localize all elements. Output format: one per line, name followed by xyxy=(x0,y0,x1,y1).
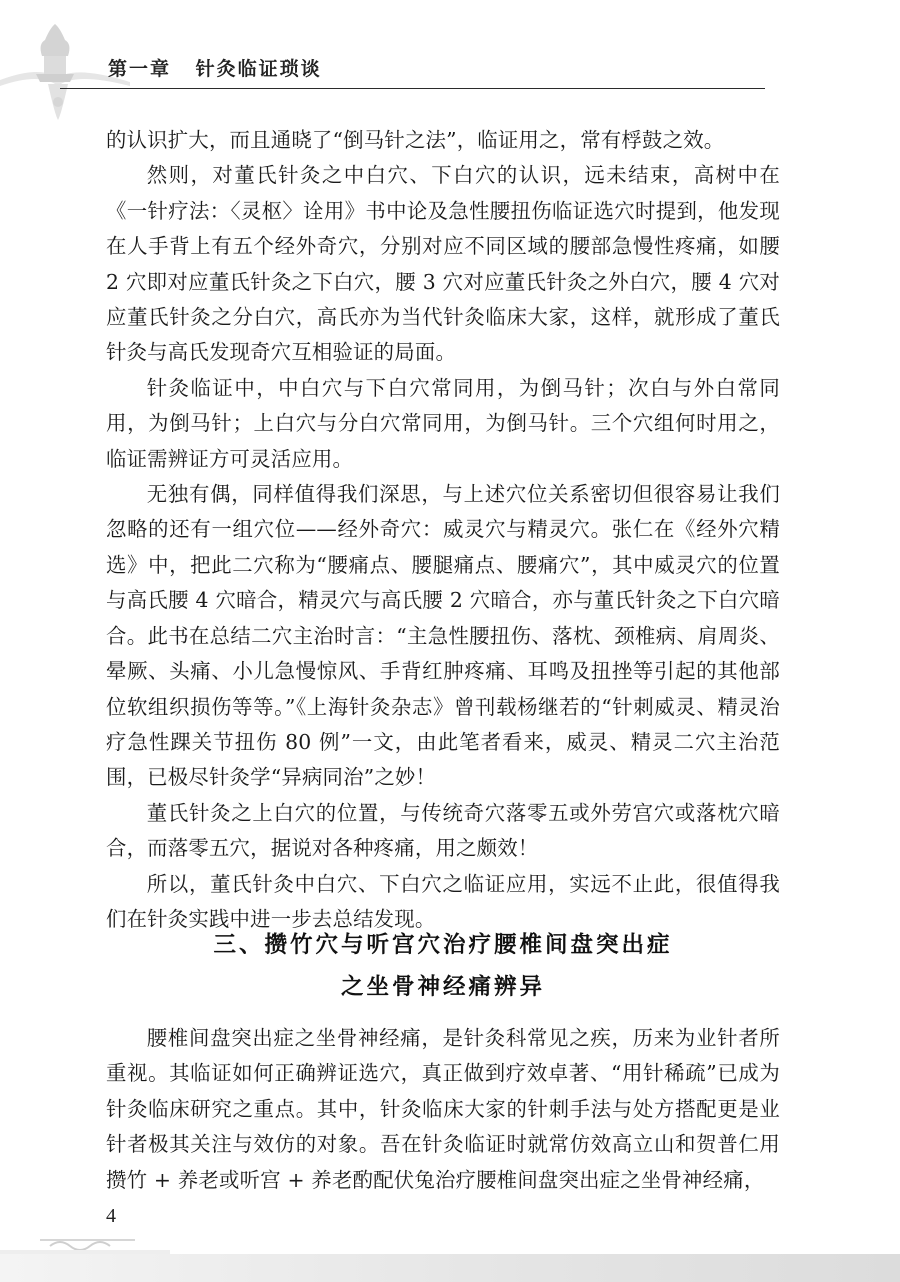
chapter-label: 第一章 xyxy=(108,58,172,80)
paragraph: 的认识扩大，而且通晓了“倒马针之法”，临证用之，常有桴鼓之效。 xyxy=(106,128,725,152)
section-heading-line2: 之坐骨神经痛辨异 xyxy=(340,974,545,1000)
paragraph: 董氏针灸之上白穴的位置，与传统奇穴落零五或外劳宫穴或落枕穴暗合，而落零五穴，据说对各种疼痛，用之颇效！ xyxy=(106,800,780,861)
section-heading-line1: 三、攒竹穴与听宫穴治疗腰椎间盘突出症 xyxy=(213,932,673,958)
running-head xyxy=(108,54,322,81)
section-text xyxy=(106,1021,780,1198)
paragraph: 所以，董氏针灸中白穴、下白穴之临证应用，实远不止此，很值得我们在针灸实践中进一步去总结发现。 xyxy=(106,871,780,931)
section-heading xyxy=(106,924,780,1008)
paragraph: 无独有偶，同样值得我们深思，与上述穴位关系密切但很容易让我们忽略的还有一组穴位——经外奇穴：威灵穴与精灵穴。张仁在《经外穴精选》中，把此二穴称为“腰痛点、腰腿痛点、腰痛穴”，其中威灵穴的位置与高氏腰 4 穴暗合，精灵穴与高氏腰 2 穴暗合，亦与董氏针灸之下白穴暗合。此书在总结二穴主治时言：“主急性腰扭伤、落枕、颈椎病、肩周炎、晕厥、头痛、小儿急慢惊风、手背红肿疼痛、耳鸣及扭挫等引起的其他部位软组织损伤等等。”《上海针灸杂志》曾刊载杨继若的“针刺威灵、精灵治疗急性踝关节扭伤 80 例”一文，由此笔者看来，威灵、精灵二穴主治范围，已极尽针灸学“异病同治”之妙！ xyxy=(106,482,780,790)
paragraph: 然则，对董氏针灸之中白穴、下白穴的认识，远未结束，高树中在《一针疗法：〈灵枢〉诠用》书中论及急性腰扭伤临证选穴时提到，他发现在人手背上有五个经外奇穴，分别对应不同区域的腰部急慢性疼痛，如腰 2 穴即对应董氏针灸之下白穴，腰 3 穴对应董氏针灸之外白穴，腰 4 穴对应董氏针灸之分白穴，高氏亦为当代针灸临床大家，这样，就形成了董氏针灸与高氏发现奇穴互相验证的局面。 xyxy=(106,163,780,365)
paragraph: 腰椎间盘突出症之坐骨神经痛，是针灸科常见之疾，历来为业针者所重视。其临证如何正确辨证选穴，真正做到疗效卓著、“用针稀疏”已成为针灸临床研究之重点。其中，针灸临床大家的针刺手法与处方搭配更是业针者极其关注与效仿的对象。吾在针灸临证时就常仿效高立山和贺普仁用攒竹 + 养老或听宫 + 养老酌配伏兔治疗腰椎间盘突出症之坐骨神经痛， xyxy=(106,1026,780,1192)
page-number: 4 xyxy=(106,1205,116,1227)
bottom-band xyxy=(0,1254,900,1282)
main-text xyxy=(106,123,780,937)
header-rule xyxy=(60,88,765,89)
chapter-title: 针灸临证琐谈 xyxy=(195,58,322,80)
paragraph: 针灸临证中，中白穴与下白穴常同用，为倒马针；次白与外白常同用，为倒马针；上白穴与分白穴常同用，为倒马针。三个穴组何时用之，临证需辨证方可灵活应用。 xyxy=(106,375,780,471)
